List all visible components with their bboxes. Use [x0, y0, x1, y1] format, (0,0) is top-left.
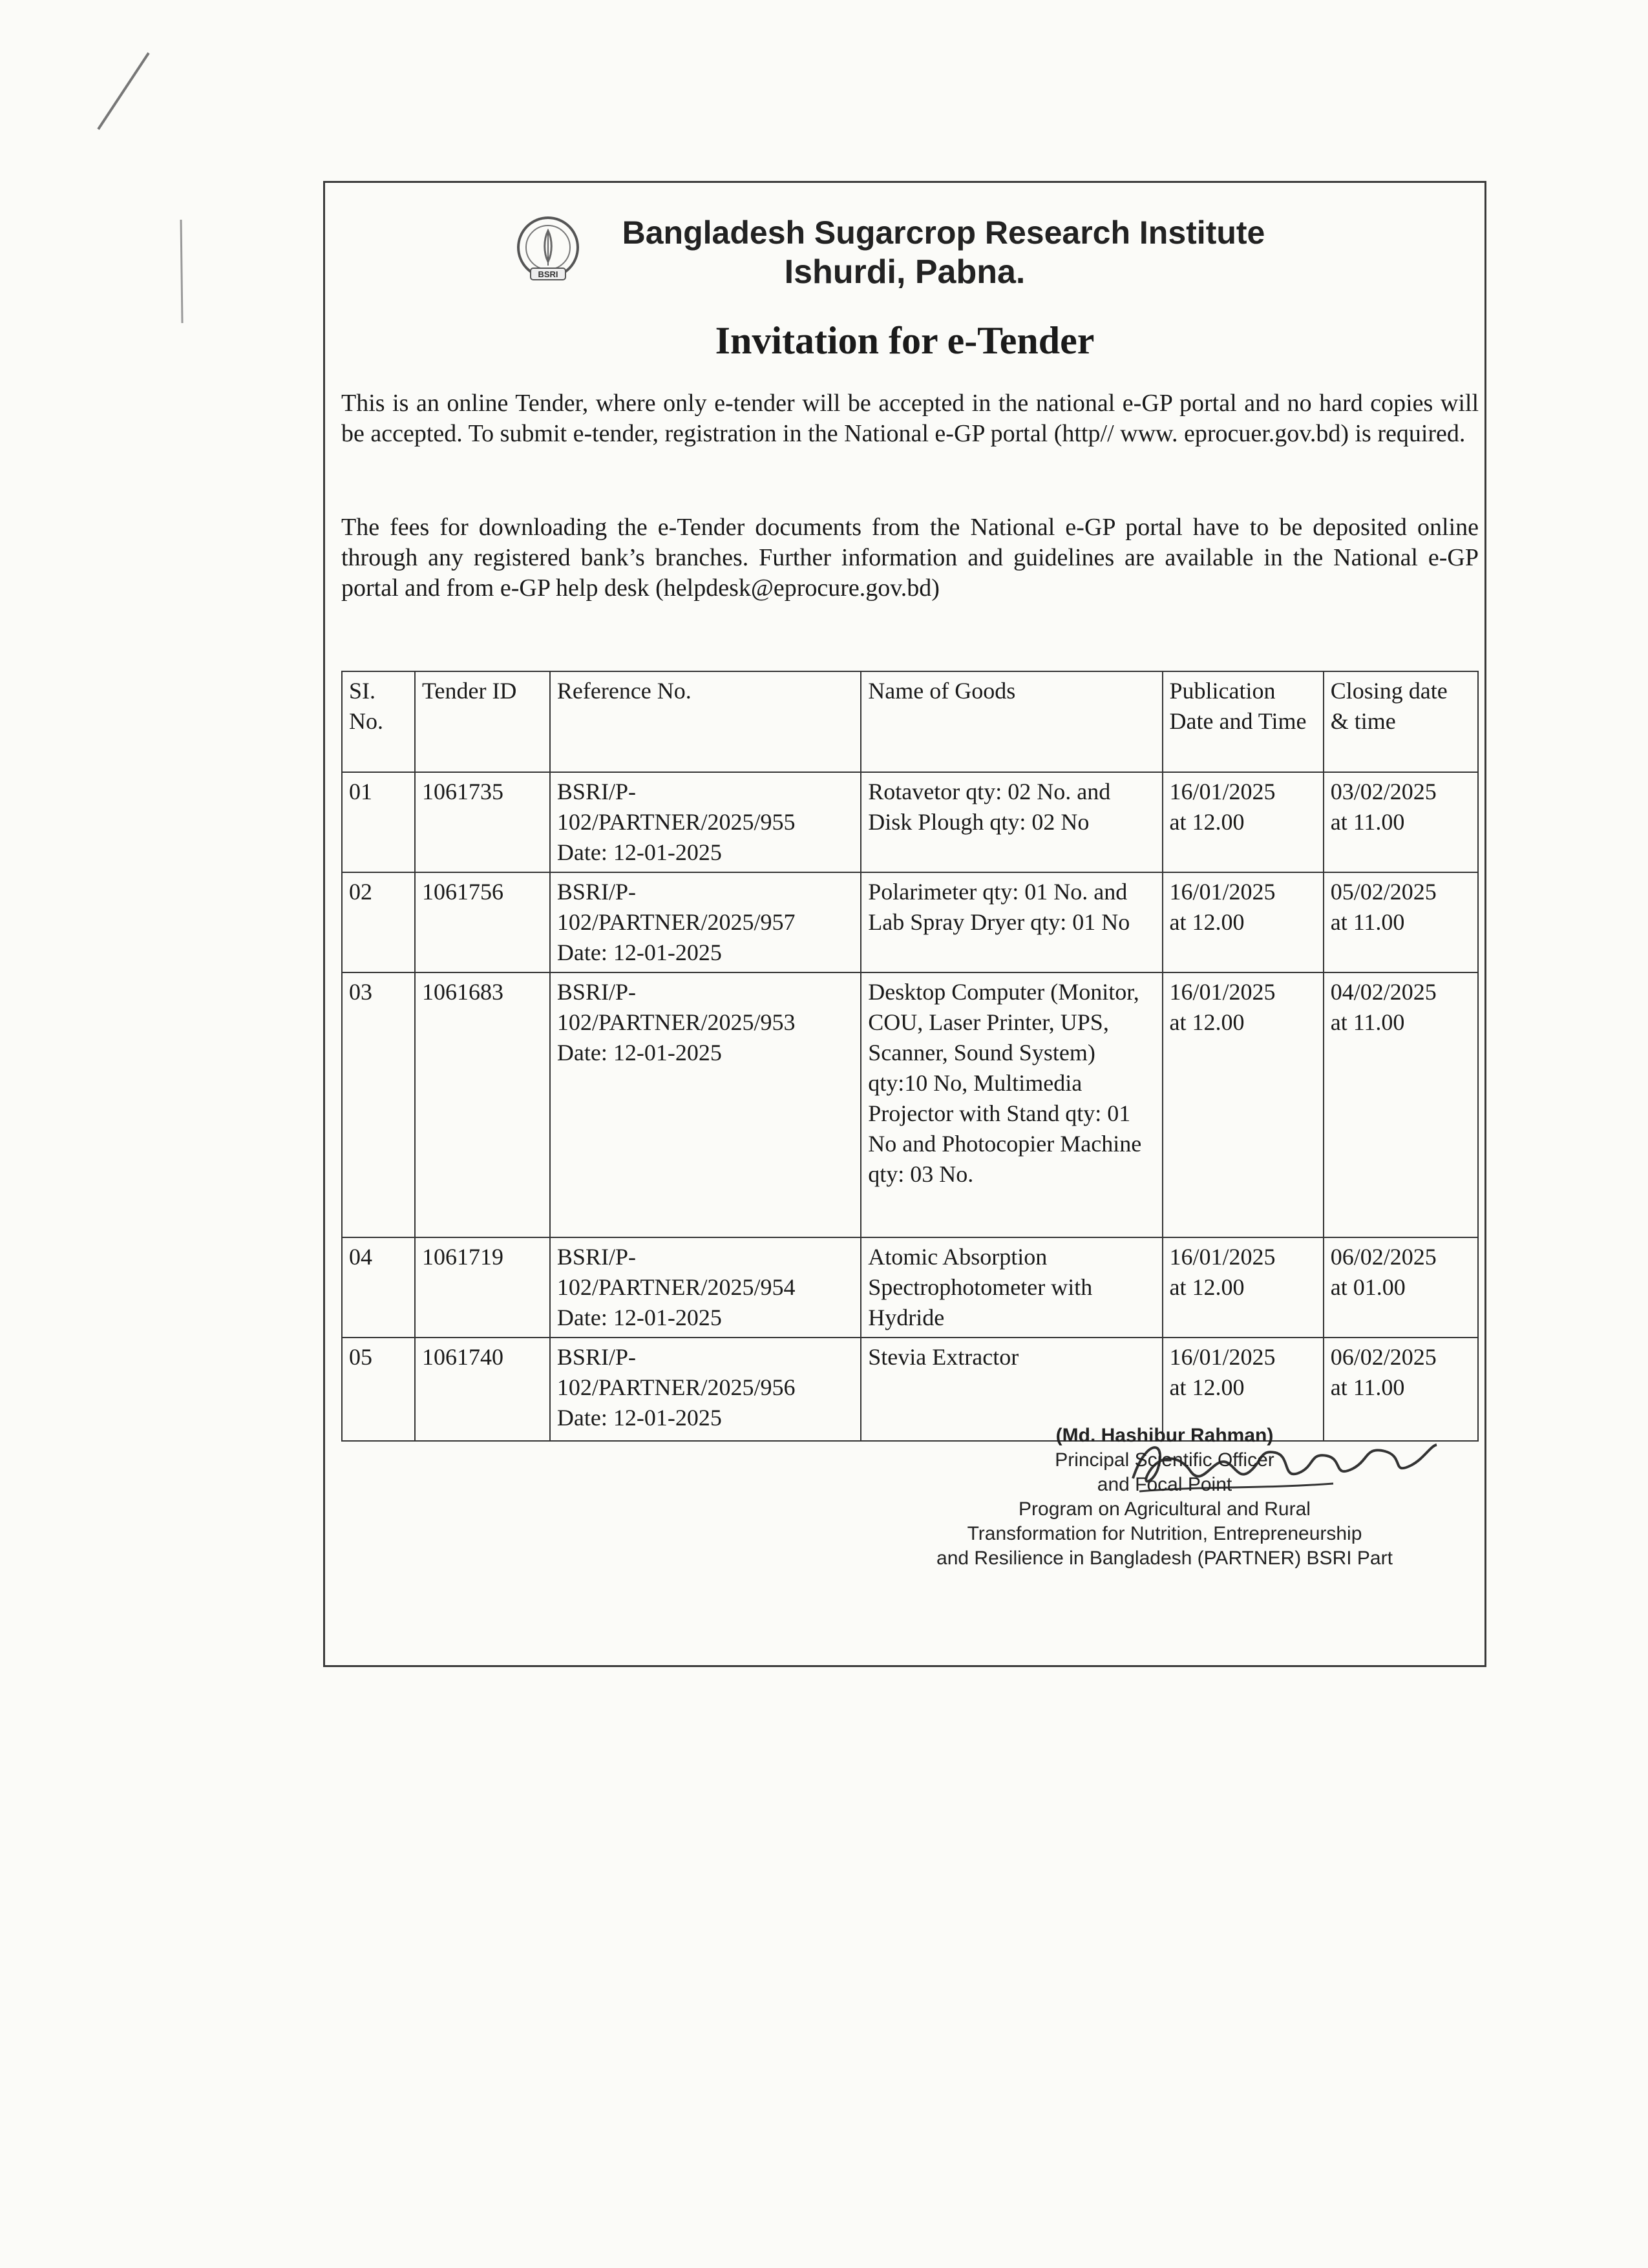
- signatory-line: and Focal Point: [1097, 1474, 1232, 1495]
- col-header-tender-id: Tender ID: [415, 671, 550, 772]
- close-time: at 11.00: [1330, 1009, 1405, 1035]
- ref-date: Date: 12-01-2025: [556, 940, 722, 965]
- cell-publication: [1163, 972, 1324, 1237]
- cell-tender-id: 1061756: [415, 872, 550, 972]
- table-row: [342, 772, 1478, 872]
- cell-tender-id: 1061683: [415, 972, 550, 1237]
- header: [325, 196, 1484, 293]
- signatory-line: Transformation for Nutrition, Entrepreneurship: [967, 1523, 1362, 1544]
- pub-time: at 12.00: [1169, 809, 1245, 835]
- signatory-line: Principal Scientific Officer: [1055, 1449, 1274, 1471]
- ref-number: BSRI/P-102/PARTNER/2025/957: [556, 879, 796, 935]
- cell-sl: 02: [342, 872, 415, 972]
- cell-closing: [1324, 872, 1478, 972]
- col-header-goods: Name of Goods: [861, 671, 1162, 772]
- table-header-row: [342, 671, 1478, 772]
- cell-reference: [550, 872, 861, 972]
- cell-reference: [550, 972, 861, 1237]
- col-header-sl: SI. No.: [342, 671, 415, 772]
- close-date: 05/02/2025: [1330, 879, 1437, 905]
- cell-closing: [1324, 772, 1478, 872]
- pub-time: at 12.00: [1169, 1374, 1245, 1400]
- ref-number: BSRI/P-102/PARTNER/2025/954: [556, 1244, 796, 1300]
- org-location: Ishurdi, Pabna.: [784, 253, 1026, 291]
- cell-sl: 03: [342, 972, 415, 1237]
- cell-tender-id: 1061735: [415, 772, 550, 872]
- cell-goods: Polarimeter qty: 01 No. and Lab Spray Dryer qty: 01 No: [861, 872, 1162, 972]
- cell-reference: [550, 1338, 861, 1441]
- close-time: at 11.00: [1330, 809, 1405, 835]
- pub-time: at 12.00: [1169, 1274, 1245, 1300]
- logo-text: BSRI: [538, 269, 558, 279]
- signatory-block: [874, 1423, 1455, 1571]
- signatory-line: Program on Agricultural and Rural: [1019, 1498, 1311, 1520]
- cell-goods: Rotavetor qty: 02 No. and Disk Plough qty: 02 No: [861, 772, 1162, 872]
- cell-publication: [1163, 1237, 1324, 1338]
- close-date: 03/02/2025: [1330, 779, 1437, 804]
- cell-goods: Stevia Extractor: [861, 1338, 1162, 1441]
- col-header-publication: Publication Date and Time: [1163, 671, 1324, 772]
- pub-date: 16/01/2025: [1169, 879, 1276, 905]
- ref-date: Date: 12-01-2025: [556, 1040, 722, 1066]
- scan-mark-stroke: [90, 45, 168, 142]
- tender-table: [341, 671, 1479, 1442]
- close-time: at 11.00: [1330, 909, 1405, 935]
- paragraph-fees: The fees for downloading the e-Tender documents from the National e-GP portal have to be deposited online through any registered bank’s branches. Further information and guidelines are available in the National e-GP portal and from e-GP help desk (helpdesk@eprocure.gov.bd): [341, 514, 1479, 602]
- ref-number: BSRI/P-102/PARTNER/2025/956: [556, 1344, 796, 1400]
- cell-goods: Desktop Computer (Monitor, COU, Laser Printer, UPS, Scanner, Sound System) qty:10 No, Multimedia Projector with Stand qty: 01 No and Photocopier Machine qty: 03 No.: [861, 972, 1162, 1237]
- cell-tender-id: 1061719: [415, 1237, 550, 1338]
- close-time: at 11.00: [1330, 1374, 1405, 1400]
- paragraph-online-tender: This is an online Tender, where only e-tender will be accepted in the national e-GP portal and no hard copies will be accepted. To submit e-tender, registration in the National e-GP portal (http// www. eprocuer.gov.bd) is required.: [341, 390, 1479, 447]
- ref-number: BSRI/P-102/PARTNER/2025/953: [556, 979, 796, 1035]
- pub-date: 16/01/2025: [1169, 1244, 1276, 1270]
- pub-time: at 12.00: [1169, 1009, 1245, 1035]
- scan-mark-edge: [174, 220, 187, 330]
- col-header-reference: Reference No.: [550, 671, 861, 772]
- pub-date: 16/01/2025: [1169, 979, 1276, 1005]
- cell-sl: 04: [342, 1237, 415, 1338]
- cell-sl: 01: [342, 772, 415, 872]
- org-name: Bangladesh Sugarcrop Research Institute: [622, 215, 1265, 251]
- cell-reference: [550, 772, 861, 872]
- close-time: at 01.00: [1330, 1274, 1406, 1300]
- ref-date: Date: 12-01-2025: [556, 1405, 722, 1431]
- pub-date: 16/01/2025: [1169, 779, 1276, 804]
- table-row: [342, 872, 1478, 972]
- ref-number: BSRI/P-102/PARTNER/2025/955: [556, 779, 796, 835]
- ref-date: Date: 12-01-2025: [556, 1305, 722, 1330]
- close-date: 06/02/2025: [1330, 1244, 1437, 1270]
- cell-publication: [1163, 872, 1324, 972]
- pub-date: 16/01/2025: [1169, 1344, 1276, 1370]
- col-header-closing: Closing date & time: [1324, 671, 1478, 772]
- signatory-name: (Md. Hashibur Rahman): [1055, 1425, 1274, 1446]
- cell-reference: [550, 1237, 861, 1338]
- pub-time: at 12.00: [1169, 909, 1245, 935]
- table-row: [342, 972, 1478, 1237]
- cell-closing: [1324, 1237, 1478, 1338]
- page-title: Invitation for e-Tender: [715, 319, 1095, 362]
- cell-goods: Atomic Absorption Spectrophotometer with Hydride: [861, 1237, 1162, 1338]
- notice-frame: [323, 181, 1486, 1667]
- cell-closing: [1324, 972, 1478, 1237]
- table-row: [342, 1237, 1478, 1338]
- close-date: 04/02/2025: [1330, 979, 1437, 1005]
- cell-tender-id: 1061740: [415, 1338, 550, 1441]
- close-date: 06/02/2025: [1330, 1344, 1437, 1370]
- signatory-line: and Resilience in Bangladesh (PARTNER) BSRI Part: [936, 1548, 1393, 1569]
- cell-publication: [1163, 772, 1324, 872]
- ref-date: Date: 12-01-2025: [556, 839, 722, 865]
- cell-sl: 05: [342, 1338, 415, 1441]
